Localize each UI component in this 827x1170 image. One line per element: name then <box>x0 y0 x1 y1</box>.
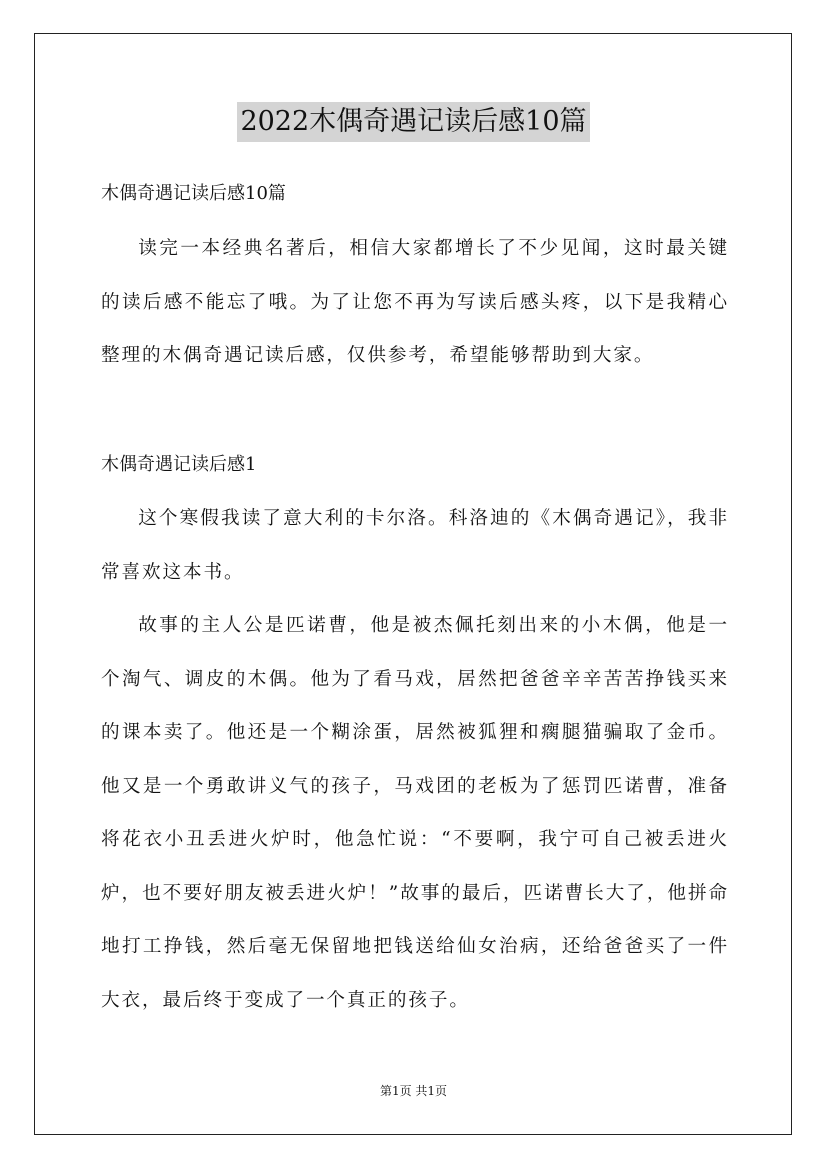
section-heading: 木偶奇遇记读后感1 <box>101 454 257 475</box>
title-container <box>0 102 827 142</box>
page-footer: 第1页 共1页 <box>379 1084 448 1098</box>
intro-paragraph: 读完一本经典名著后，相信大家都增长了不少见闻，这时最关键的读后感不能忘了哦。为了让您不再为写读后感头疼，以下是我精心整理的木偶奇遇记读后感，仅供参考，希望能够帮助到大家。 <box>101 238 729 366</box>
document-title: 2022木偶奇遇记读后感10篇 <box>237 102 589 142</box>
body-paragraph: 这个寒假我读了意大利的卡尔洛。科洛迪的《木偶奇遇记》，我非常喜欢这本书。 <box>101 508 729 583</box>
body-paragraph: 故事的主人公是匹诺曹，他是被杰佩托刻出来的小木偶，他是一个淘气、调皮的木偶。他为了看马戏，居然把爸爸辛辛苦苦挣钱买来的课本卖了。他还是一个糊涂蛋，居然被狐狸和瘸腿猫骗取了金币。他又是一个勇敢讲义气的孩子，马戏团的老板为了惩罚匹诺曹，准备将花衣小丑丢进火炉时，他急忙说：“不要啊，我宁可自己被丢进火炉，也不要好朋友被丢进火炉！”故事的最后，匹诺曹长大了，他拼命地打工挣钱，然后毫无保留地把钱送给仙女治病，还给爸爸买了一件大衣，最后终于变成了一个真正的孩子。 <box>101 615 729 1011</box>
document-subtitle: 木偶奇遇记读后感10篇 <box>101 183 286 204</box>
